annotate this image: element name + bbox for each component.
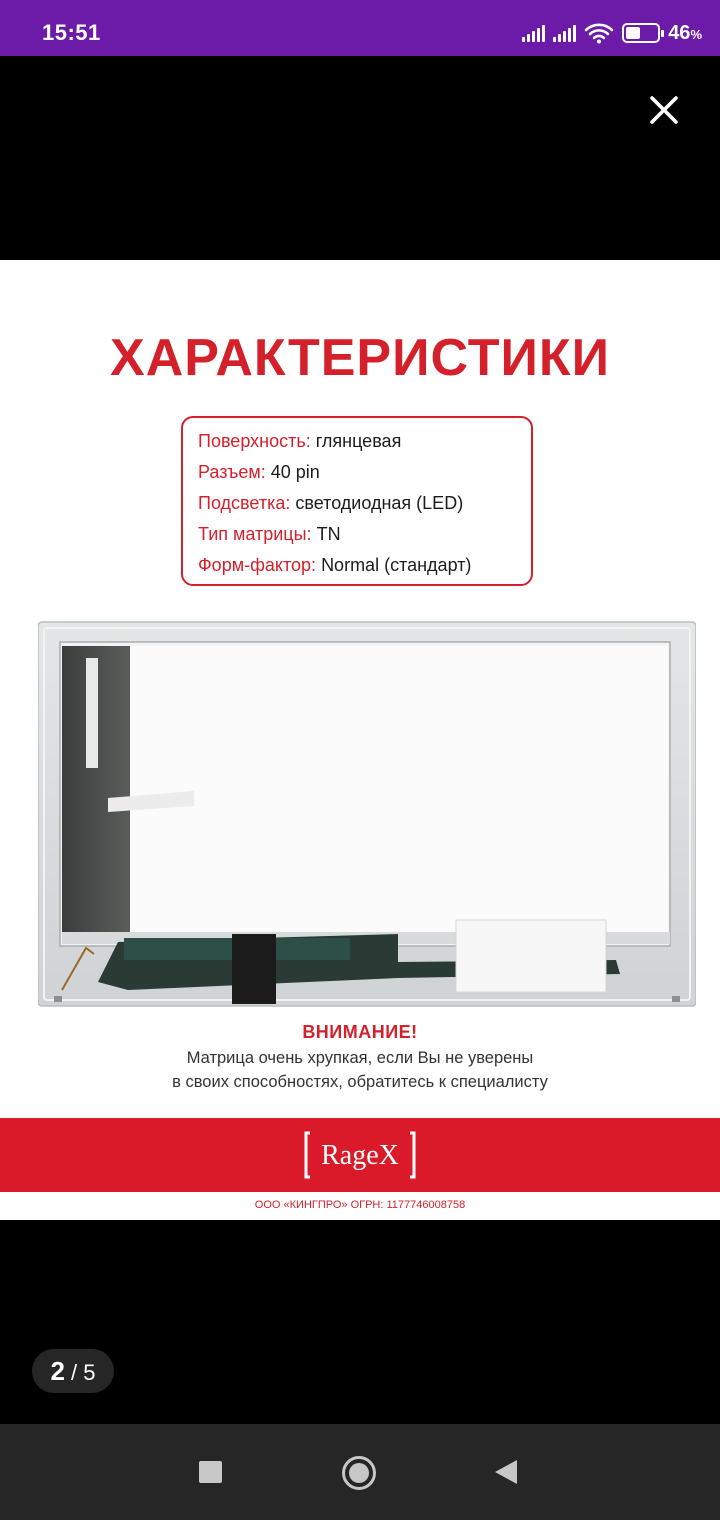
brand-logo: [304, 1129, 416, 1181]
legal-text: ООО «КИНГПРО» ОГРН: 1177746008758: [254, 1199, 466, 1211]
recents-icon[interactable]: [199, 1461, 222, 1483]
spec-box: [181, 416, 533, 586]
specs-heading: ХАРАКТЕРИСТИКИ: [110, 329, 610, 387]
page-counter: 2 / 5: [32, 1349, 114, 1393]
wifi-icon: [584, 22, 614, 44]
brand-band: [0, 1118, 720, 1192]
spec-row: Поверхность: глянцевая: [198, 431, 402, 451]
back-icon[interactable]: [494, 1459, 518, 1485]
warning-text: Матрица очень хрупкая, если Вы не уверены в своих способностях, обратитесь к специалисту: [172, 1049, 548, 1091]
warning-title: ВНИМАНИЕ!: [302, 1022, 418, 1042]
svg-text:RageX: RageX: [321, 1140, 399, 1171]
signal-icon: [522, 24, 545, 42]
status-time: 15:51: [42, 20, 101, 45]
close-icon: [640, 86, 688, 134]
lcd-panel-illustration: [38, 620, 696, 1008]
battery-percent: 46%: [668, 21, 702, 44]
spec-row: Форм-фактор: Normal (стандарт): [198, 555, 472, 575]
battery-level: [626, 27, 640, 39]
status-bar: [0, 0, 720, 56]
spec-row: Подсветка: светодиодная (LED): [198, 493, 464, 513]
navigation-bar: [0, 1424, 720, 1520]
battery-icon: [622, 23, 660, 43]
spec-row: Тип матрицы: TN: [198, 524, 341, 544]
status-icons: [522, 20, 702, 46]
home-icon[interactable]: [342, 1456, 376, 1490]
close-button[interactable]: [640, 86, 688, 134]
spec-row: Разъем: 40 pin: [198, 462, 320, 482]
product-image[interactable]: [0, 260, 720, 1220]
signal-icon: [553, 24, 576, 42]
